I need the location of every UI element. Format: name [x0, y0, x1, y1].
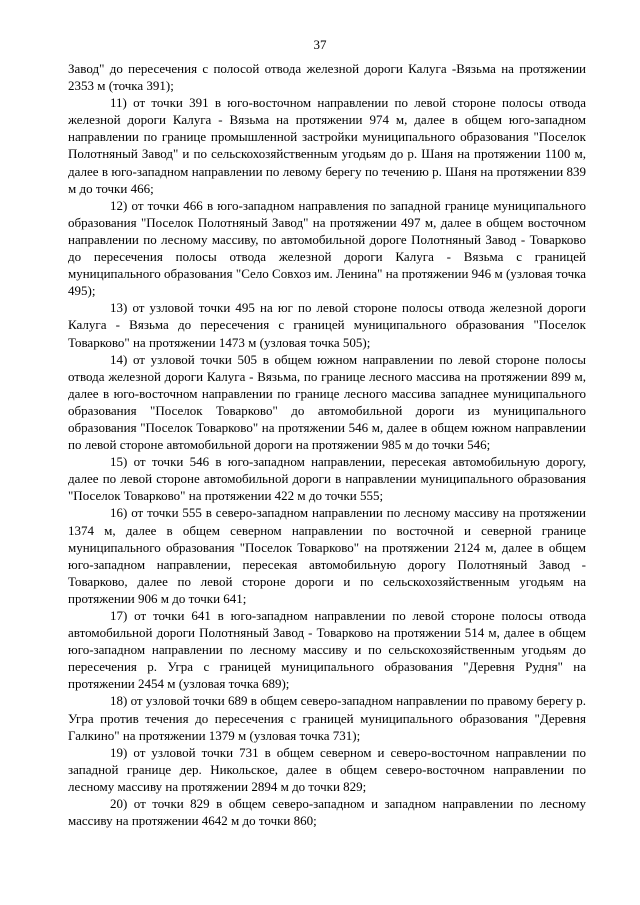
- paragraph-item-11: 11) от точки 391 в юго-восточном направлении по левой стороне полосы отвода железной дороги Калуга - Вязьма на протяжении 974 м, далее в общем юго-западном направлении по границе промышленной застройки муниципального образования "Поселок Полотняный Завод" и по сельскохозяйственным угодьям до р. Шаня на протяжении 1100 м, далее в юго-западном направлении по левому берегу по течению р. Шаня на протяжении 839 м до точки 466;: [68, 95, 586, 196]
- paragraph-item-14: 14) от узловой точки 505 в общем южном направлении по левой стороне полосы отвода железной дороги Калуга - Вязьма, по границе лесного массива на протяжении 899 м, далее в юго-восточном направлении по границе лесного массива западнее муниципального образования "Поселок Товарково" до автомобильной дороги из муниципального образования "Поселок Товарково" на протяжении 546 м, далее в общем южном направлении по левой стороне автомобильной дороги на протяжении 985 м до точки 546;: [68, 351, 586, 453]
- paragraph-item-12: 12) от точки 466 в юго-западном направления по западной границе муниципального образования "Поселок Полотняный Завод" на протяжении 497 м, далее в общем восточном направлении по лесному массиву, по автомобильной дороге Полотняный Завод - Товарково до пересечения полосы отвода железной дороги Калуга - Вязьма с границей муниципального образования "Село Совхоз им. Ленина" на протяжении 946 м (узловая точка 495);: [68, 197, 586, 299]
- paragraph-item-13: 13) от узловой точки 495 на юг по левой стороне полосы отвода железной дороги Калуга - Вязьма до пересечения с границей муниципального образования "Поселок Товарково" на протяжении 1473 м (узловая точка 505);: [68, 300, 586, 350]
- paragraph-item-19: 19) от узловой точки 731 в общем северном и северо-восточном направлении по западной границе дер. Никольское, далее в общем северо-восточном направлении по лесному массиву на протяжении 2894 м до точки 829;: [68, 744, 586, 794]
- paragraph-item-17: 17) от точки 641 в юго-западном направлении по левой стороне полосы отвода автомобильной дороги Полотняный Завод - Товарково на протяжении 514 м, далее в общем юго-западном направлении по лесному массиву и по сельскохозяйственным угодьям до пересечения р. Угра с границей муниципального образования "Деревня Рудня" на протяжении 2454 м (узловая точка 689);: [68, 608, 586, 692]
- page-number: 37: [313, 37, 327, 52]
- paragraph-item-16: 16) от точки 555 в северо-западном направлении по лесному массиву на протяжении 1374 м, далее в общем северном направлении по восточной и северной границе муниципального образования "Поселок Товарково" на протяжении 2124 м, далее в общем юго-западном направлении, пересекая автомобильную дорогу Полотняный Завод - Товарково, далее по левой стороне дороги и по сельскохозяйственным угодьям на протяжении 906 м до точки 641;: [68, 505, 586, 606]
- paragraph-item-18: 18) от узловой точки 689 в общем северо-западном направлении по правому берегу р. Угра против течения до пересечения с границей муниципального образования "Деревня Галкино" на протяжении 1379 м (узловая точка 731);: [68, 693, 586, 743]
- paragraph-item-20: 20) от точки 829 в общем северо-западном и западном направлении по лесному массиву на протяжении 4642 м до точки 860;: [68, 796, 586, 829]
- paragraph-continuation: Завод" до пересечения с полосой отвода железной дороги Калуга -Вязьма на протяжении 2353 м (точка 391);: [68, 61, 586, 94]
- paragraph-item-15: 15) от точки 546 в юго-западном направлении, пересекая автомобильную дорогу, далее по левой стороне автомобильной дороги в направлении муниципального образования "Поселок Товарково" на протяжении 422 м до точки 555;: [68, 454, 586, 504]
- document-body: [68, 60, 586, 829]
